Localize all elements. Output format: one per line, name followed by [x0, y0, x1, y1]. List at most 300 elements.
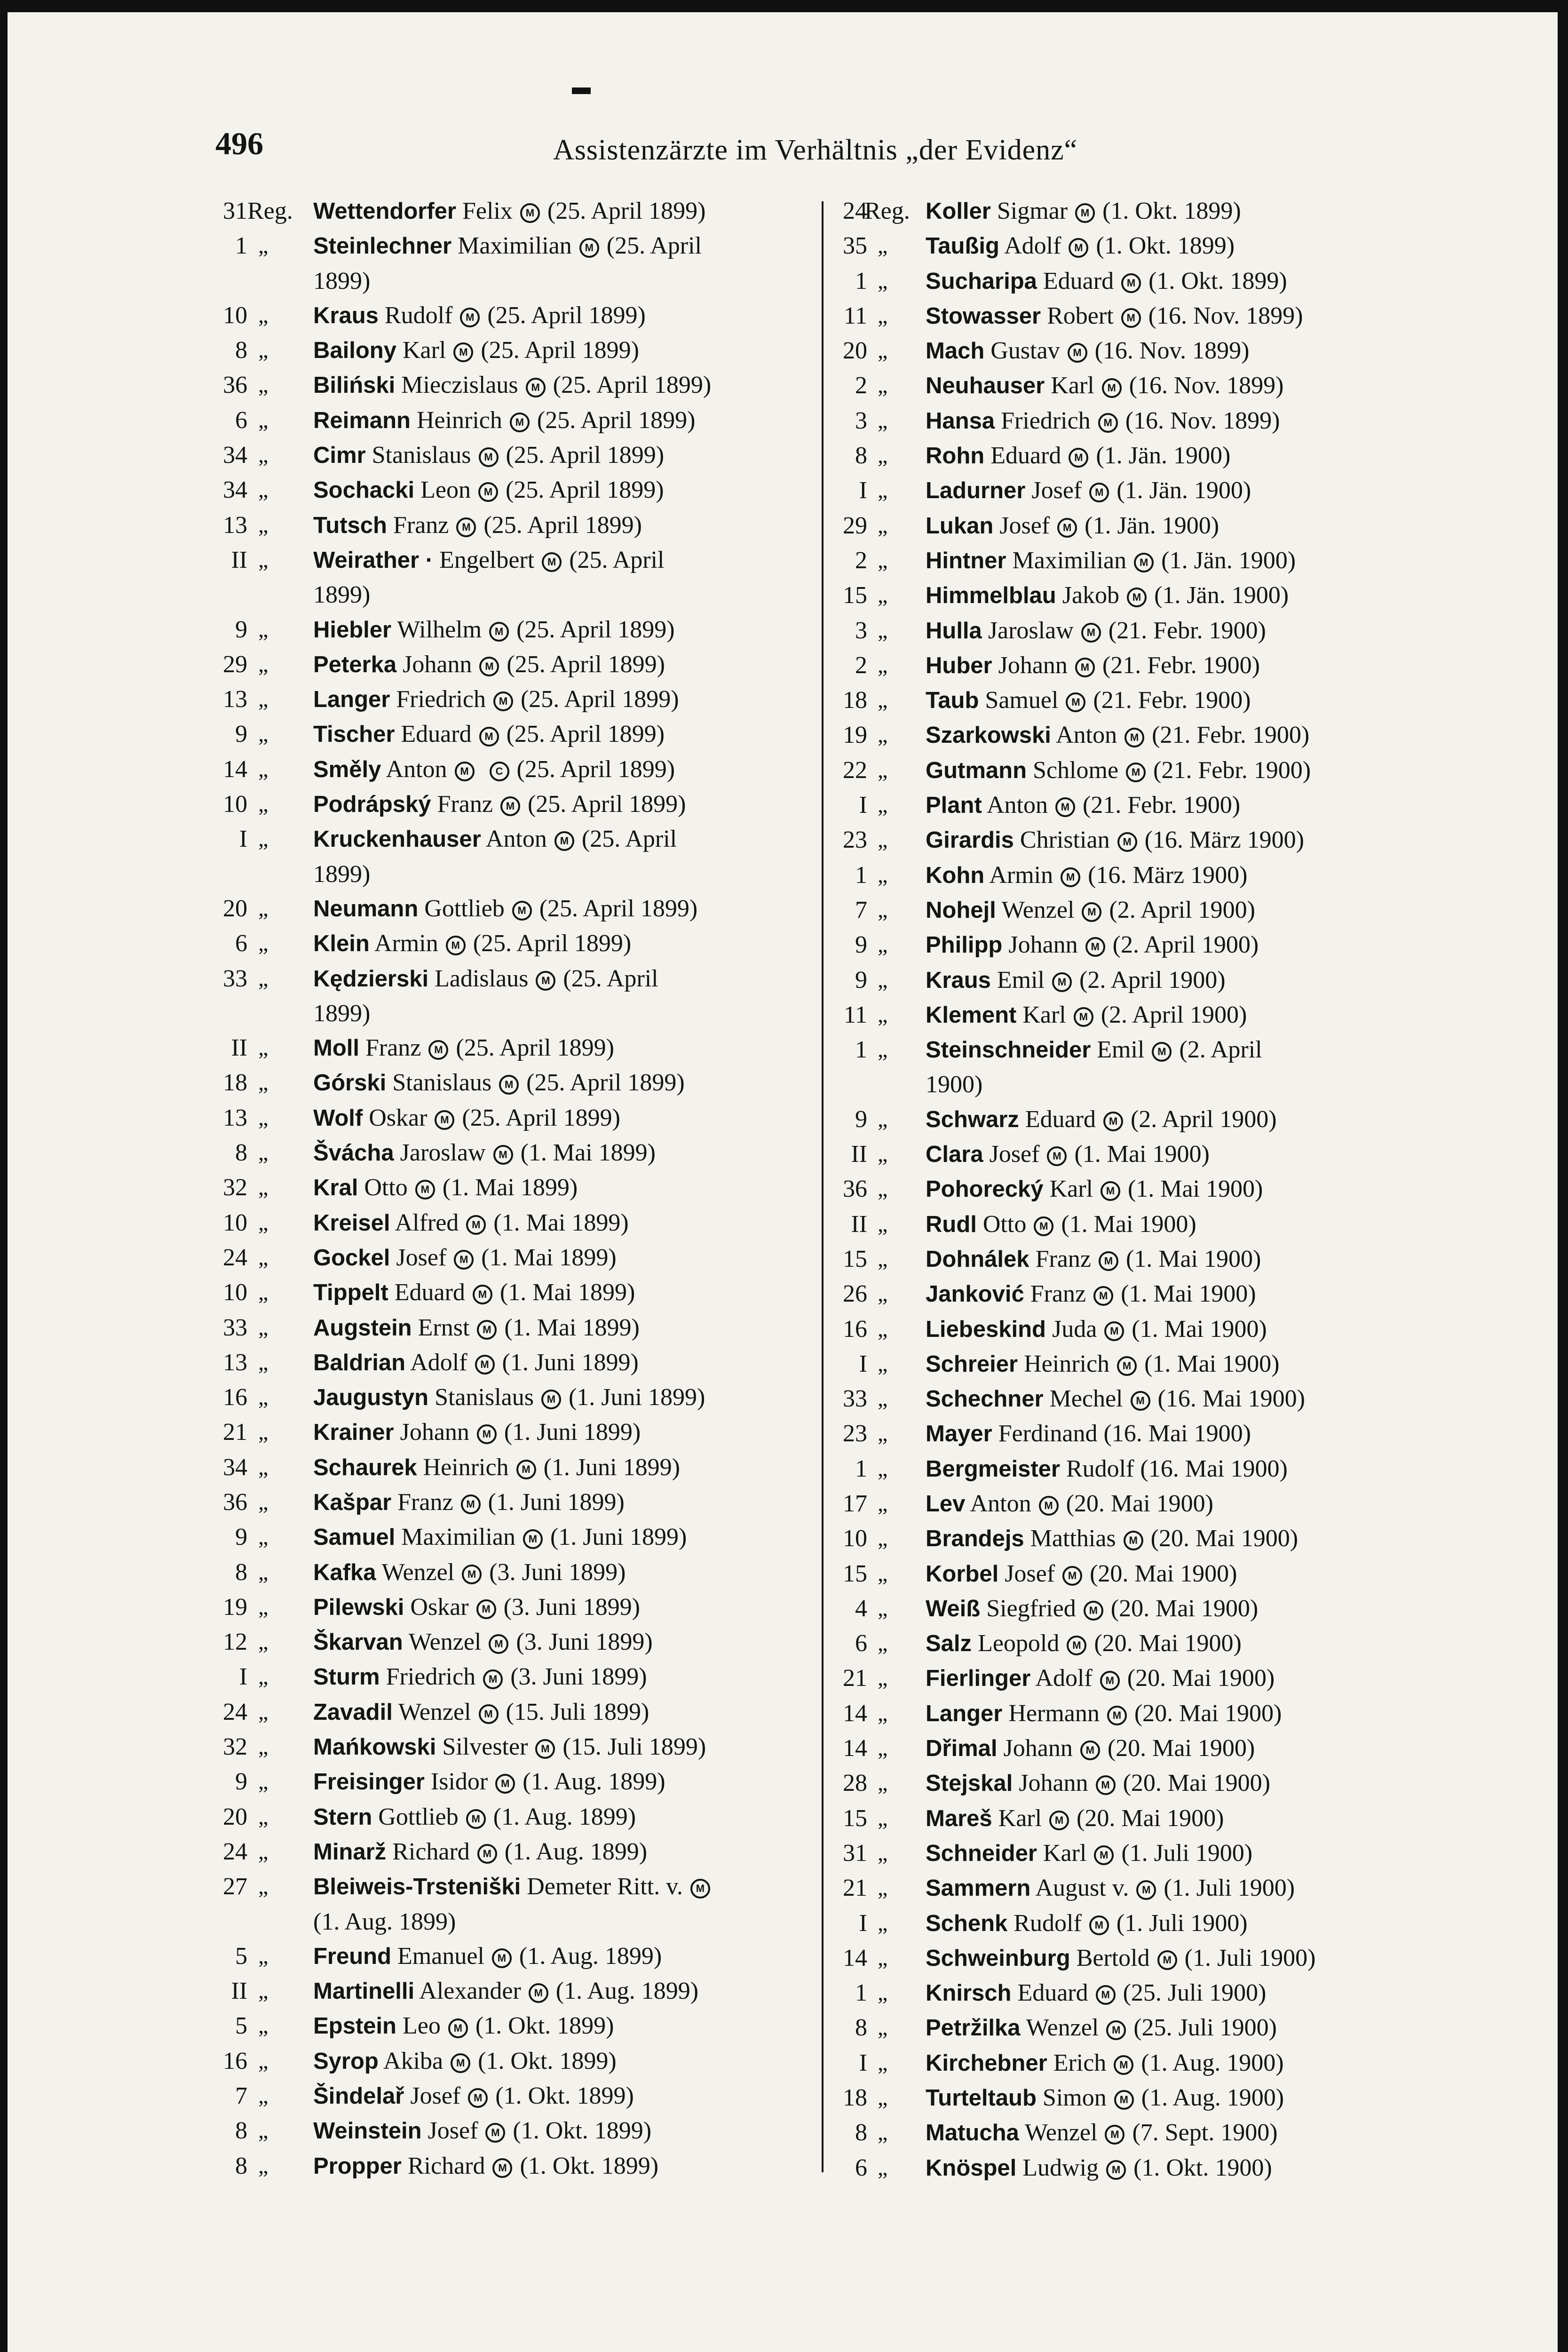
regiment-number: 6: [235, 930, 247, 957]
regiment-number: 3: [855, 407, 867, 434]
circled-m-icon: M: [489, 1634, 508, 1654]
regiment-number: I: [859, 1350, 867, 1377]
register-entry: [832, 2046, 1431, 2081]
surname: Schweinburg: [926, 1945, 1070, 1971]
surname: Plant: [926, 793, 982, 818]
circled-m-icon: M: [1047, 1146, 1067, 1166]
ditto-mark: „: [258, 477, 269, 503]
regiment-cell: [204, 194, 313, 229]
appointment-date-continued: 1899): [313, 860, 371, 888]
ditto-mark: „: [258, 1245, 269, 1270]
regiment-number: 2: [855, 652, 867, 679]
circled-m-icon: M: [1134, 553, 1154, 572]
register-entry: [204, 1206, 818, 1240]
entry-continuation: [204, 578, 818, 612]
ditto-mark: „: [878, 1666, 888, 1691]
regiment-cell: [832, 893, 926, 928]
surname: Bleiweis-Trsteniški: [313, 1874, 521, 1900]
circled-m-icon: M: [493, 691, 513, 711]
regiment-number: 16: [223, 1384, 247, 1411]
appointment-date: (25. April 1899): [462, 1104, 620, 1131]
ditto-mark: „: [878, 373, 888, 398]
surname: Steinlechner: [313, 233, 452, 259]
circled-m-icon: M: [1075, 203, 1095, 223]
register-entry: [832, 1626, 1431, 1661]
given-name: Armin: [989, 861, 1053, 889]
given-name: Stanislaus: [435, 1384, 534, 1411]
given-name: Sigmar: [997, 198, 1068, 224]
entry-text: [313, 1206, 818, 1240]
surname: Kirchebner: [926, 2050, 1047, 2076]
circled-m-icon: M: [1121, 308, 1141, 328]
surname: Tischer: [313, 722, 395, 747]
regiment-cell: [204, 473, 313, 508]
entry-text: [926, 334, 1431, 368]
register-entry: [204, 1939, 818, 1974]
register-entry: [832, 928, 1431, 962]
ditto-mark: „: [258, 896, 269, 921]
given-name: Josef: [410, 2082, 461, 2110]
entry-text: [926, 1941, 1431, 1976]
circled-m-icon: M: [448, 2018, 468, 2038]
circled-m-icon: M: [1101, 1181, 1120, 1201]
circled-m-icon: M: [512, 901, 532, 921]
circled-m-icon: M: [523, 1529, 543, 1549]
ditto-mark: „: [258, 1839, 269, 1864]
regiment-cell: [832, 858, 926, 893]
register-entry: [832, 1486, 1431, 1521]
given-name: Samuel: [985, 687, 1059, 714]
appointment-date: (1. Juni 1899): [488, 1488, 625, 1516]
appointment-date: (1. Mai 1900): [1121, 1280, 1256, 1308]
surname: Schreier: [926, 1351, 1018, 1377]
ditto-mark: „: [258, 512, 269, 538]
regiment-number: I: [859, 792, 867, 819]
appointment-date: (3. Juni 1899): [510, 1663, 647, 1691]
regiment-cell: [204, 403, 313, 438]
regiment-cell: [832, 473, 926, 508]
regiment-cell: [204, 1660, 313, 1694]
regiment-number: 29: [223, 651, 247, 678]
regiment-number: 9: [235, 721, 247, 748]
register-entry: [204, 333, 818, 368]
given-name: Josef: [1031, 477, 1082, 504]
register-entry: [832, 1801, 1431, 1836]
appointment-date: (7. Sept. 1900): [1132, 2119, 1278, 2146]
regiment-cell: [832, 368, 926, 403]
surname: Propper: [313, 2153, 402, 2179]
surname: Rudl: [926, 1211, 977, 1237]
circled-m-icon: M: [579, 238, 599, 258]
register-entry: [832, 1452, 1431, 1486]
ditto-mark: „: [878, 513, 888, 538]
appointment-date: (1. Jän. 1900): [1117, 477, 1251, 504]
register-entry: [832, 858, 1431, 893]
ditto-mark: „: [878, 932, 888, 958]
register-entry: [832, 264, 1431, 299]
appointment-date: (1. Aug. 1899): [523, 1768, 665, 1796]
given-name: Wenzel: [1024, 2119, 1098, 2146]
entry-text: [926, 1347, 1431, 1382]
given-name: Matthias: [1030, 1525, 1116, 1552]
appointment-date-continued: 1899): [313, 267, 371, 294]
circled-m-icon: M: [1069, 238, 1088, 258]
entry-text: [313, 1695, 818, 1730]
register-entry: [832, 194, 1431, 229]
appointment-date: (1. Okt. 1899): [478, 2047, 617, 2074]
given-name: Ladislaus: [435, 965, 529, 992]
surname: Mareš: [926, 1805, 992, 1831]
appointment-date-continued: 1899): [313, 1000, 371, 1027]
surname: Sammern: [926, 1875, 1031, 1901]
given-name: Richard: [407, 2152, 485, 2179]
surname: Knöspel: [926, 2155, 1017, 2181]
ditto-mark: „: [878, 1456, 888, 1481]
appointment-date: (1. Mai 1899): [442, 1174, 578, 1201]
register-entry: [204, 1311, 818, 1345]
given-name: Eduard: [1043, 267, 1114, 294]
regiment-cell: [832, 718, 926, 753]
appointment-date: (1. Okt. 1899): [520, 2152, 659, 2179]
ditto-mark: „: [258, 1804, 269, 1829]
regiment-number: 10: [223, 791, 247, 818]
ditto-mark: „: [878, 1281, 888, 1307]
given-name: August v.: [1035, 1875, 1129, 1902]
surname: Janković: [926, 1281, 1024, 1307]
register-entry: [832, 753, 1431, 788]
circled-m-icon: M: [1069, 448, 1088, 468]
ditto-mark: „: [878, 1386, 888, 1412]
entry-text: [926, 229, 1431, 263]
appointment-date: (25. April 1899): [516, 755, 675, 783]
entry-text: [926, 2081, 1431, 2115]
regiment-number: 24: [223, 1698, 247, 1725]
given-name: Gottlieb: [378, 1803, 459, 1830]
appointment-date: (20. Mai 1900): [1110, 1595, 1259, 1622]
regiment-cell: [832, 683, 926, 718]
register-entry: [832, 648, 1431, 683]
regiment-number: 5: [235, 1942, 247, 1970]
register-entry: [832, 2151, 1431, 2185]
entry-text: [313, 2149, 818, 2184]
entry-text: [926, 1521, 1431, 1556]
surname: Koller: [926, 199, 991, 224]
circled-m-icon: M: [1074, 1007, 1093, 1027]
regiment-number: 1: [855, 267, 867, 294]
surname: Girardis: [926, 827, 1014, 853]
regiment-cell: [832, 1137, 926, 1172]
given-name: Oskar: [410, 1593, 469, 1621]
appointment-date: (1. Aug. 1900): [1141, 2084, 1284, 2112]
register-entry: [832, 1731, 1431, 1766]
surname: Huber: [926, 652, 992, 678]
appointment-date: (16. Mai 1900): [1103, 1420, 1251, 1447]
regiment-number: 10: [223, 1209, 247, 1236]
circled-m-icon: M: [485, 2123, 505, 2143]
surname: Wolf: [313, 1105, 363, 1131]
entry-text: [926, 1033, 1431, 1067]
appointment-date: (1. Aug. 1900): [1141, 2049, 1284, 2076]
ditto-mark: „: [258, 1385, 269, 1410]
given-name: Christian: [1020, 826, 1110, 854]
given-name: Gustav: [990, 337, 1060, 365]
appointment-date: (1. Mai 1899): [481, 1244, 617, 1271]
regiment-number: 18: [223, 1069, 247, 1097]
regiment-number: 34: [223, 1454, 247, 1481]
given-name: Emil: [1097, 1036, 1145, 1064]
ditto-mark: „: [878, 1106, 888, 1132]
ditto-mark: „: [258, 302, 269, 328]
regiment-cell: [832, 1976, 926, 2010]
entry-text: [926, 2115, 1431, 2150]
circled-m-icon: M: [536, 971, 555, 991]
given-name: Eduard: [401, 721, 472, 748]
regiment-number: 32: [223, 1174, 247, 1201]
circled-m-icon: M: [520, 203, 540, 223]
appointment-date: (1. Mai 1899): [520, 1139, 656, 1167]
surname: Gutmann: [926, 757, 1027, 783]
given-name: Adolf: [1004, 232, 1061, 260]
regiment-cell: [832, 1941, 926, 1976]
circled-m-icon: M: [478, 482, 498, 502]
entry-text: [313, 1275, 818, 1310]
given-name: Josef: [1005, 1560, 1055, 1587]
ditto-mark: „: [258, 1175, 269, 1200]
ditto-mark: „: [878, 1596, 888, 1621]
entry-continuation: [204, 996, 818, 1031]
entry-text: [926, 368, 1431, 403]
entry-text: [926, 473, 1431, 508]
regiment-cell: [832, 194, 926, 229]
entry-text: [926, 1836, 1431, 1871]
regiment-number: 7: [235, 2082, 247, 2110]
ditto-mark: „: [258, 792, 269, 817]
ditto-mark: „: [878, 1561, 888, 1586]
regiment-number: 29: [843, 512, 867, 539]
register-entry: [832, 613, 1431, 648]
surname: Syrop: [313, 2048, 379, 2074]
circled-m-icon: M: [1104, 1321, 1124, 1341]
given-name: Karl: [1043, 1839, 1087, 1867]
register-entry: [204, 1275, 818, 1310]
appointment-date: (21. Febr. 1900): [1153, 756, 1311, 784]
regiment-cell: [204, 682, 313, 717]
appointment-date: (1. Aug. 1899): [504, 1838, 648, 1865]
given-name: Wenzel: [381, 1558, 455, 1586]
entry-text: [313, 1450, 818, 1485]
regiment-number: 28: [843, 1770, 867, 1797]
register-entry: [832, 1557, 1431, 1591]
given-name: Maximilian: [458, 232, 572, 260]
regiment-number: 9: [235, 616, 247, 643]
given-name: Friedrich: [1001, 407, 1091, 434]
register-entry: [832, 1696, 1431, 1731]
circled-m-icon: M: [466, 1215, 486, 1235]
surname: Liebeskind: [926, 1316, 1046, 1342]
ditto-mark: „: [258, 1979, 269, 2004]
regiment-cell: [204, 1031, 313, 1065]
entry-text: [313, 752, 818, 787]
surname: Samuel: [313, 1525, 396, 1550]
appointment-date: (25. April 1899): [527, 791, 686, 818]
circled-m-icon: M: [1066, 692, 1085, 712]
surname: Bailony: [313, 338, 396, 364]
appointment-date: (21. Febr. 1900): [1108, 617, 1266, 644]
regiment-cell: [204, 1485, 313, 1520]
circled-m-icon: M: [455, 762, 475, 781]
ditto-mark: „: [878, 1176, 888, 1202]
appointment-date: (1. Mai 1899): [504, 1314, 640, 1341]
given-name: Anton: [970, 1490, 1031, 1517]
surname: Knirsch: [926, 1980, 1012, 2006]
circled-m-icon: M: [1157, 1950, 1177, 1970]
surname: Lukan: [926, 513, 994, 539]
regiment-cell: [204, 1065, 313, 1100]
ditto-mark: „: [878, 478, 888, 503]
given-name: Josef: [428, 2117, 478, 2145]
register-entry: [204, 1520, 818, 1555]
surname: Wettendorfer: [313, 199, 457, 224]
entry-text: [313, 1660, 818, 1694]
regiment-cell: [204, 1380, 313, 1415]
register-entry: [832, 683, 1431, 718]
appointment-date: (16. Nov. 1899): [1094, 337, 1250, 365]
regiment-cell: [204, 298, 313, 333]
regiment-number: 33: [223, 1314, 247, 1341]
appointment-date: (25. April 1899): [539, 895, 698, 922]
regiment-number: 15: [843, 1245, 867, 1272]
regiment-number: 32: [223, 1733, 247, 1761]
circled-m-icon: M: [483, 1669, 503, 1689]
given-name: Leon: [420, 477, 471, 504]
circled-m-icon: M: [1052, 972, 1072, 992]
appointment-date: (1. Juli 1900): [1116, 1909, 1248, 1937]
regiment-number: 8: [855, 2014, 867, 2042]
given-name: Josef: [396, 1244, 447, 1271]
regiment-cell: [832, 1452, 926, 1486]
ditto-mark: „: [878, 408, 888, 433]
circled-m-icon: M: [1094, 1845, 1114, 1865]
regiment-cell: [832, 1626, 926, 1661]
surname: Epstein: [313, 2013, 396, 2039]
register-entry: [204, 1730, 818, 1764]
surname: Schenk: [926, 1910, 1008, 1936]
ditto-mark: „: [878, 1700, 888, 1726]
register-entry: [832, 334, 1431, 368]
appointment-date: (1. Juli 1900): [1184, 1944, 1316, 1971]
ditto-mark: „: [878, 1771, 888, 1796]
ditto-mark: „: [258, 1489, 269, 1515]
ditto-mark: „: [258, 1629, 269, 1655]
surname: Mańkowski: [313, 1734, 436, 1760]
circled-m-icon: M: [489, 622, 509, 642]
register-entry: [204, 1590, 818, 1625]
ditto-mark: „: [258, 443, 269, 468]
regiment-cell: [832, 1557, 926, 1591]
register-entry: [832, 1207, 1431, 1242]
appointment-date: (20. Mai 1900): [1134, 1700, 1282, 1727]
entry-text: [313, 1730, 818, 1764]
appointment-date: (25. April 1899): [456, 1034, 614, 1062]
regiment-cell: [204, 1939, 313, 1974]
regiment-number: II: [851, 1210, 867, 1238]
regiment-cell: [204, 1590, 313, 1625]
regiment-cell: [832, 963, 926, 998]
given-name: Jaroslaw: [988, 617, 1074, 644]
appointment-date-continued: (1. Aug. 1899): [313, 1908, 456, 1935]
surname: Dřimal: [926, 1736, 998, 1762]
circled-m-icon: M: [1055, 797, 1075, 817]
register-entry: [832, 1382, 1431, 1416]
surname: Schneider: [926, 1840, 1037, 1866]
surname: Martinelli: [313, 1979, 415, 2004]
regiment-number: 10: [223, 302, 247, 329]
entry-continuation: [204, 1905, 818, 1939]
circled-m-icon: M: [1098, 413, 1118, 433]
appointment-date: (1. Aug. 1899): [493, 1803, 636, 1830]
appointment-date: (20. Mai 1900): [1066, 1490, 1213, 1517]
surname: Taußig: [926, 233, 999, 259]
given-name: Wenzel: [1001, 896, 1075, 923]
circled-m-icon: M: [451, 2053, 470, 2073]
regiment-label: Reg.: [864, 198, 910, 224]
regiment-cell: [832, 543, 926, 578]
appointment-date: (25. April 1899): [537, 406, 696, 434]
regiment-number: I: [239, 1663, 247, 1691]
regiment-number: 36: [223, 1488, 247, 1516]
appointment-date: (1. Mai 1900): [1127, 1176, 1263, 1203]
regiment-cell: [204, 717, 313, 752]
circled-m-icon: M: [428, 1040, 448, 1060]
circled-m-icon: M: [477, 1320, 497, 1340]
regiment-number: 8: [855, 442, 867, 469]
ditto-mark: „: [878, 793, 888, 818]
regiment-number: 20: [223, 895, 247, 922]
surname: Sochacki: [313, 477, 415, 503]
surname: Podrápský: [313, 792, 431, 818]
entry-text: [313, 1345, 818, 1380]
circled-m-icon: M: [500, 796, 520, 816]
given-name: Ferdinand: [998, 1420, 1098, 1447]
register-entry: [204, 2114, 818, 2148]
surname: Weiß: [926, 1596, 981, 1621]
appointment-date: (21. Febr. 1900): [1152, 722, 1310, 749]
regiment-number: I: [859, 2049, 867, 2076]
entry-text: [926, 963, 1431, 998]
given-name: Leo: [402, 2012, 441, 2040]
given-name: Franz: [365, 1034, 421, 1062]
entry-text: [926, 1626, 1431, 1661]
ditto-mark: „: [258, 931, 269, 956]
appointment-date: (1. Mai 1900): [1132, 1315, 1267, 1343]
regiment-number: 9: [235, 1768, 247, 1796]
entry-text: [313, 1520, 818, 1555]
regiment-number: 9: [855, 931, 867, 959]
regiment-cell: [204, 333, 313, 368]
regiment-cell: [832, 2010, 926, 2045]
ditto-mark: „: [878, 443, 888, 469]
ditto-mark: „: [258, 2083, 269, 2109]
ditto-mark: „: [878, 1037, 888, 1063]
regiment-number: 24: [223, 1838, 247, 1865]
ditto-mark: „: [878, 862, 888, 888]
appointment-date: (25. April 1899): [506, 721, 665, 748]
entry-text: [926, 1452, 1431, 1486]
entry-text: [313, 1170, 818, 1205]
surname: Stejskal: [926, 1771, 1013, 1796]
ditto-mark: „: [878, 1736, 888, 1761]
surname: Petržilka: [926, 2015, 1021, 2041]
